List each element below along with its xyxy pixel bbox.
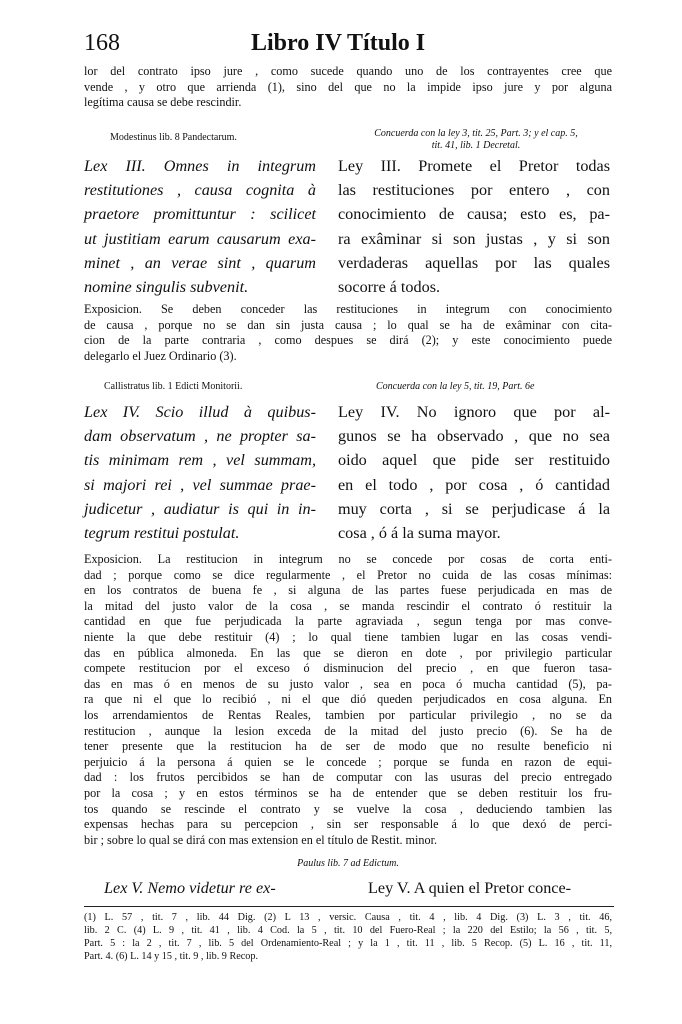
spanish-line: conocimiento de causa; esto es, pa- [338,205,610,224]
text-line: Exposicion. La restitucion in integrum no se concede por cosas de corta enti- [84,552,612,566]
lex3-latin-text [84,154,316,299]
concord-line: tit. 41, lib. 1 Decretal. [431,140,521,151]
text-line: tos quando se rescinde el contrato y se vuelve la cosa , deduciendo tambien las [84,801,612,816]
lex3-source: Modestinus lib. 8 Pandectarum. [110,132,237,143]
lex4-spanish-text [338,400,610,545]
latin-line: judicetur , audiatur is qui in in- [84,499,316,518]
text-line: bir ; sobre lo qual se dirá con mas extension en el título de Restit. minor. [84,832,438,847]
text-line: expensas hechas para su percepcion , sin ser responsable á lo que dexó de perci- [84,817,612,832]
spanish-line: Ley III. Promete el Pretor todas [338,157,610,175]
spanish-line: Ley IV. No ignoro que por al- [338,403,610,421]
lex4-source: Callistratus lib. 1 Edicti Monitorii. [104,381,243,392]
spanish-line: oido aquel que pide ser restituido [338,451,610,470]
lex3-concordance [338,128,614,152]
latin-line: tis minimam rem , vel summam, [84,451,316,470]
text-line: tener presente que la restitucion ha de ser de modo que no resulte beneficio ni [84,739,612,754]
text-line: lor del contrato ipso jure , como sucede quando uno de los contrayentes cree que [84,64,612,78]
text-line: cantidad en que fue perjudicada la parte agraviada , segun tenga por mas conve- [84,614,612,629]
text-line: compete restitucion por el exceso ó disminucion del precio , en que fueron tasa- [84,661,612,676]
text-line: la mitad del justo valor de la cosa , se manda rescindir el contrato ó restituir la [84,598,612,613]
footnote-divider [84,906,614,907]
text-line: por la cosa ; y en estos términos se ha de entender que se deben restituir los fru- [84,785,612,800]
text-line: vende , y otro que arrienda (1), sino del que no la impide ipso jure y por alguna [84,79,612,94]
text-line: los arrendamientos de Rentas Reales, tambien por particular privilegio , no se da [84,707,612,722]
latin-line: praetore promittuntur : scilicet [84,205,316,224]
text-line: das en pública almoneda. En las que se dieron en dote , por privilegio particular [84,645,612,660]
spanish-line: muy corta , si se perjudicase á la [338,499,610,518]
concord-line: Concuerda con la ley 3, tit. 25, Part. 3; y el cap. 5, [374,128,578,139]
latin-line: nomine singulis subvenit. [84,278,249,297]
latin-line: Lex IV. Scio illud à quibus- [84,403,316,421]
spanish-line: cosa , ó á la suma mayor. [338,524,501,543]
spanish-line: gunos se ha observado , que no sea [338,427,610,446]
spanish-line: socorre á todos. [338,278,441,297]
latin-line: si majori rei , vel summae prae- [84,475,316,494]
exposicion-paragraph-2 [84,552,612,848]
text-line: dad ; porque como se dice regularmente , el Pretor no cuida de las cosas mínimas: [84,567,612,582]
spanish-line: las restituciones por entero , con [338,181,610,200]
text-line: en los contratos de buena fe , si alguna de las partes fuese perjudicada en mas de [84,583,612,598]
page-number: 168 [84,30,120,56]
text-line: ra que ni el que lo recibió , ni el que dió queden perjudicados en cosa alguna. En [84,692,612,707]
spanish-line: ra exâminar si son justas , y si son [338,229,610,248]
lex5-spanish-text: Ley V. A quien el Pretor conce- [368,879,572,897]
footnotes [84,911,612,963]
latin-line: minet , an verae sint , quarum [84,253,316,272]
footnote-line: Part. 5 : la 2 , tit. 7 , lib. 5 del Ordenamiento-Real ; y la 1 , tit. 11 , lib. 5 Recop. (5) L. 16 , tit. 11, [84,938,612,949]
footnote-line: (1) L. 57 , tit. 7 , lib. 44 Dig. (2) L 13 , versic. Causa , tit. 4 , lib. 4 Dig. (3) L. 3 , tit. 46, [84,912,612,923]
text-line: perjuicio á la persona á quien se le concede ; porque se funda en razon de equi- [84,754,612,769]
text-line: restitucion , aunque la lesion exceda de la mitad del justo precio (6). Se ha de [84,723,612,738]
intro-paragraph [84,64,612,111]
lex3-spanish-text [338,154,610,299]
lex5-latin-text: Lex V. Nemo videtur re ex- [104,879,276,897]
text-line: delegarlo el Juez Ordinario (3). [84,348,237,363]
lex4-latin-text [84,400,316,545]
latin-line: dam observatum , ne propter sa- [84,427,316,446]
latin-line: ut justitiam earum causarum exa- [84,229,316,248]
footnote-line: Part. 4. (6) L. 14 y 15 , tit. 9 , lib. 9 Recop. [84,951,259,962]
lex4-concordance: Concuerda con la ley 5, tit. 19, Part. 6e [376,381,535,392]
latin-line: tegrum restitui postulat. [84,524,240,543]
latin-line: restitutiones , causa cognita à [84,181,316,200]
lex5-source: Paulus lib. 7 ad Edictum. [297,858,399,869]
text-line: cion de la parte contraria , como despues se dirá (2); y este conocimiento puede [84,333,612,348]
text-line: legítima causa se debe rescindir. [84,95,242,110]
text-line: de causa , porque no se dan sin justa causa ; lo qual se ha de exâminar con cita- [84,317,612,332]
latin-line: Lex III. Omnes in integrum [84,157,316,175]
running-title: Libro IV Título I [251,30,426,56]
exposicion-paragraph-1 [84,302,612,364]
text-line: Exposicion. Se deben conceder las restituciones in integrum con conocimiento [84,302,612,316]
footnote-line: lib. 2 C. (4) L. 9 , tit. 41 , lib. 4 Cod. la 5 , tit. 10 del Fuero-Real ; la 220 del Estilo; la 56 , tit. 5, [84,925,612,936]
spanish-line: en el todo , por cosa , ó cantidad [338,475,610,494]
text-line: niente la que debe restituir (4) ; lo qual tiene tambien lugar en las cosas vendi- [84,629,612,644]
spanish-line: verdaderas aquellas por las quales [338,253,610,272]
text-line: das en mas ó en menos de su justo valor , sea en poca ó mucha cantidad (5), pa- [84,676,612,691]
text-line: dad : los frutos percibidos se han de computar con las usuras del precio entregado [84,770,612,785]
